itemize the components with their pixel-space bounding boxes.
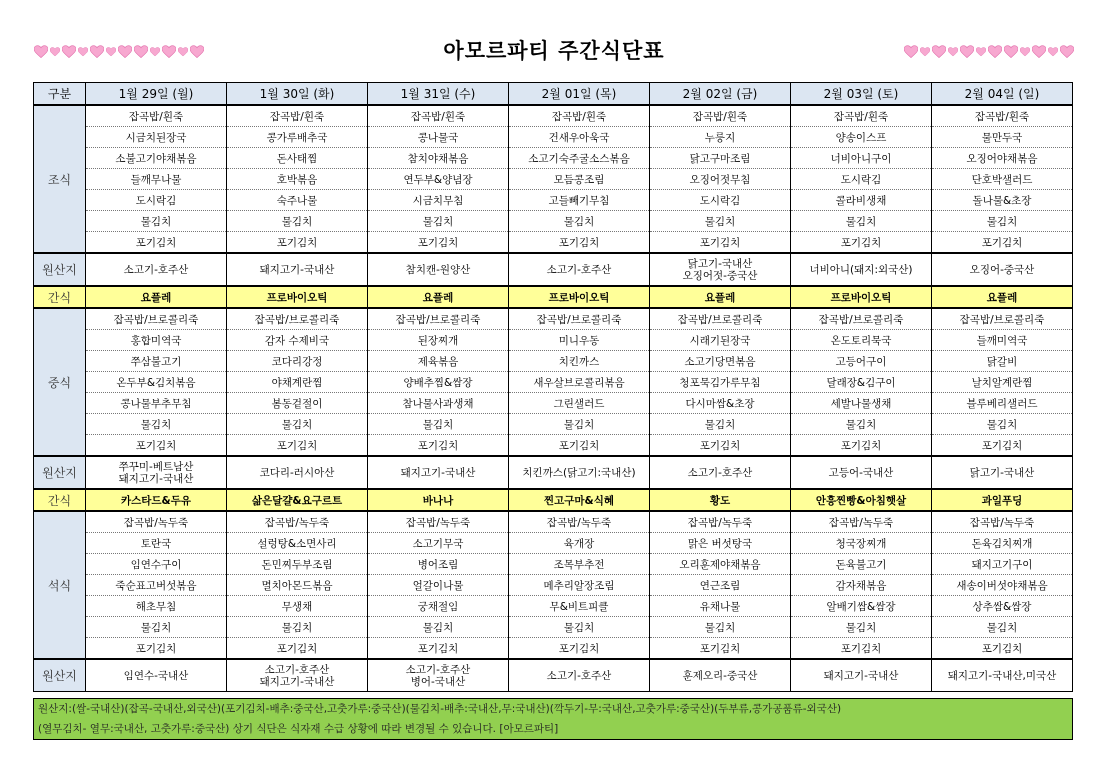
origin-text: 닭고기-국내산: [687, 257, 753, 270]
menu-item-cell: 돈민찌두부조림: [227, 554, 368, 575]
menu-item-cell: 육개장: [509, 533, 650, 554]
menu-item-cell: 잡곡밥/브로콜리죽: [368, 308, 509, 330]
origin-cell: [650, 456, 791, 489]
origin-text: 소고기-호주산: [687, 466, 753, 479]
menu-item-cell: 물김치: [509, 617, 650, 638]
menu-item-cell: 잡곡밥/브로콜리죽: [932, 308, 1073, 330]
origin-label: 원산지: [34, 253, 86, 286]
menu-item-cell: 돈육불고기: [791, 554, 932, 575]
menu-item-cell: 물김치: [509, 211, 650, 232]
origin-text: 병어-국내산: [410, 675, 466, 688]
origin-cell: [791, 659, 932, 692]
menu-item-cell: 연두부&양념장: [368, 169, 509, 190]
menu-item-row: [34, 511, 1073, 533]
menu-item-cell: 콩가루배추국: [227, 127, 368, 148]
menu-item-cell: 청포묵김가루무침: [650, 372, 791, 393]
menu-item-cell: 소불고기야채볶음: [86, 148, 227, 169]
menu-item-cell: 상추쌈&쌈장: [932, 596, 1073, 617]
snack-cell: 황도: [650, 489, 791, 511]
menu-item-cell: 포기김치: [368, 232, 509, 254]
menu-item-cell: 도시락김: [650, 190, 791, 211]
origin-text: 소고기-호주산: [546, 263, 612, 276]
menu-item-cell: 잡곡밥/녹두죽: [86, 511, 227, 533]
menu-item-cell: 잡곡밥/흰죽: [227, 105, 368, 127]
menu-item-cell: 물김치: [227, 414, 368, 435]
day-header: 1월 30일 (화): [227, 83, 368, 106]
menu-item-cell: 토란국: [86, 533, 227, 554]
origin-cell: [86, 253, 227, 286]
menu-item-cell: 된장찌개: [368, 330, 509, 351]
menu-item-cell: 모듬콩조림: [509, 169, 650, 190]
origin-cell: [932, 253, 1073, 286]
origin-text: 돼지고기-국내산: [118, 472, 194, 485]
menu-item-cell: 잡곡밥/흰죽: [650, 105, 791, 127]
menu-item-cell: 잡곡밥/브로콜리죽: [509, 308, 650, 330]
menu-item-cell: 물김치: [791, 414, 932, 435]
menu-item-cell: 감자채볶음: [791, 575, 932, 596]
day-header: 2월 04일 (일): [932, 83, 1073, 106]
menu-item-cell: 시금치무침: [368, 190, 509, 211]
menu-item-row: [34, 554, 1073, 575]
menu-item-row: [34, 393, 1073, 414]
menu-item-cell: 잡곡밥/녹두죽: [509, 511, 650, 533]
menu-item-cell: 물김치: [86, 414, 227, 435]
menu-item-cell: 병어조림: [368, 554, 509, 575]
menu-item-cell: 죽순표고버섯볶음: [86, 575, 227, 596]
menu-item-cell: 포기김치: [509, 435, 650, 457]
origin-row: [34, 253, 1073, 286]
snack-cell: 찐고구마&식혜: [509, 489, 650, 511]
meal-label: 조식: [34, 105, 86, 253]
menu-item-cell: 숙주나물: [227, 190, 368, 211]
menu-item-row: [34, 575, 1073, 596]
menu-item-cell: 물김치: [368, 414, 509, 435]
menu-item-cell: 콩나물부추무침: [86, 393, 227, 414]
menu-item-cell: 누룽지: [650, 127, 791, 148]
menu-item-cell: 포기김치: [227, 638, 368, 660]
menu-item-row: [34, 127, 1073, 148]
menu-item-cell: 그린샐러드: [509, 393, 650, 414]
menu-item-cell: 포기김치: [509, 638, 650, 660]
menu-item-cell: 고등어구이: [791, 351, 932, 372]
origin-cell: [86, 456, 227, 489]
menu-item-cell: 너비아니구이: [791, 148, 932, 169]
origin-cell: [368, 456, 509, 489]
day-header: 1월 29일 (월): [86, 83, 227, 106]
origin-text: 돼지고기-국내산: [259, 263, 335, 276]
menu-item-cell: 메추리알장조림: [509, 575, 650, 596]
menu-item-cell: 잡곡밥/브로콜리죽: [227, 308, 368, 330]
menu-item-cell: 청국장찌개: [791, 533, 932, 554]
menu-item-cell: 물김치: [650, 414, 791, 435]
menu-item-row: [34, 232, 1073, 254]
origin-text: 돼지고기-국내산,미국산: [947, 669, 1057, 682]
menu-item-cell: 호박볶음: [227, 169, 368, 190]
menu-item-cell: 포기김치: [791, 638, 932, 660]
heart-icon: [932, 45, 946, 59]
origin-cell: [932, 659, 1073, 692]
origin-text: 오징어-중국산: [969, 263, 1035, 276]
snack-cell: 바나나: [368, 489, 509, 511]
origin-text: 소고기-호주산: [546, 669, 612, 682]
menu-item-cell: 물만두국: [932, 127, 1073, 148]
menu-item-row: [34, 372, 1073, 393]
origin-text: 임연수-국내산: [123, 669, 189, 682]
heart-icon: [920, 47, 930, 57]
menu-item-row: [34, 351, 1073, 372]
menu-item-cell: 오징어야채볶음: [932, 148, 1073, 169]
origin-cell: [86, 659, 227, 692]
menu-item-cell: 세발나물생채: [791, 393, 932, 414]
menu-item-cell: 돌나물&초장: [932, 190, 1073, 211]
origin-row: [34, 659, 1073, 692]
menu-item-row: [34, 638, 1073, 660]
menu-item-cell: 물김치: [368, 211, 509, 232]
footer-line-1: 원산지:(쌀-국내산)(잡곡-국내산,외국산)(포기김치-배추:중국산,고춧가루:중국산)(물김치-배추:국내산,무:국내산)(깍두기-무:국내산,고춧가루:중국산)(두부류,콩가공품류-외국산): [38, 703, 842, 715]
menu-item-cell: 온두부&김치볶음: [86, 372, 227, 393]
menu-item-cell: 잡곡밥/흰죽: [791, 105, 932, 127]
menu-item-row: [34, 105, 1073, 127]
menu-item-cell: 치킨까스: [509, 351, 650, 372]
menu-item-cell: 유채나물: [650, 596, 791, 617]
menu-item-cell: 물김치: [791, 617, 932, 638]
origin-footer: [33, 698, 1073, 740]
menu-item-cell: 야채계란찜: [227, 372, 368, 393]
origin-cell: [650, 253, 791, 286]
menu-item-cell: 봄동겉절이: [227, 393, 368, 414]
day-header: 2월 01일 (목): [509, 83, 650, 106]
origin-text: 너비아니(돼지:외국산): [809, 263, 913, 276]
menu-item-cell: 얼갈이나물: [368, 575, 509, 596]
menu-item-cell: 단호박샐러드: [932, 169, 1073, 190]
menu-item-cell: 궁채절임: [368, 596, 509, 617]
snack-cell: 과일푸딩: [932, 489, 1073, 511]
menu-item-cell: 잡곡밥/브로콜리죽: [86, 308, 227, 330]
origin-cell: [509, 659, 650, 692]
menu-item-cell: 물김치: [932, 211, 1073, 232]
origin-text: 오징어젓-중국산: [682, 269, 758, 282]
origin-text: 고등어-국내산: [828, 466, 894, 479]
origin-text: 소고기-호주산: [123, 263, 189, 276]
menu-item-cell: 물김치: [227, 617, 368, 638]
title-row: [34, 34, 1074, 70]
origin-row: [34, 456, 1073, 489]
menu-item-cell: 오징어젓무침: [650, 169, 791, 190]
menu-item-cell: 물김치: [227, 211, 368, 232]
origin-cell: [368, 253, 509, 286]
menu-item-cell: 멸치아몬드볶음: [227, 575, 368, 596]
footer-line-2: (열무김치- 열무:국내산, 고춧가루:중국산) 상기 식단은 식자재 수급 상황에 따라 변경될 수 있습니다. [아모르파티]: [38, 723, 559, 735]
menu-item-cell: 달래장&김구이: [791, 372, 932, 393]
origin-text: 참치캔-원양산: [405, 263, 471, 276]
origin-cell: [227, 253, 368, 286]
day-header: 2월 02일 (금): [650, 83, 791, 106]
menu-item-row: [34, 169, 1073, 190]
origin-cell: [932, 456, 1073, 489]
menu-item-cell: 설렁탕&소면사리: [227, 533, 368, 554]
heart-icon: [1020, 47, 1030, 57]
snack-cell: 요플레: [650, 286, 791, 308]
menu-item-cell: 물김치: [932, 617, 1073, 638]
origin-text: 코다리-러시아산: [259, 466, 335, 479]
menu-item-cell: 포기김치: [368, 435, 509, 457]
menu-item-cell: 물김치: [791, 211, 932, 232]
snack-row: [34, 489, 1073, 511]
menu-item-cell: 포기김치: [509, 232, 650, 254]
origin-label: 원산지: [34, 456, 86, 489]
origin-cell: [650, 659, 791, 692]
menu-item-row: [34, 533, 1073, 554]
snack-cell: 프로바이오틱: [509, 286, 650, 308]
menu-item-cell: 포기김치: [227, 435, 368, 457]
menu-item-cell: 쭈삼불고기: [86, 351, 227, 372]
menu-item-cell: 조목부추전: [509, 554, 650, 575]
menu-item-cell: 알배기쌈&쌈장: [791, 596, 932, 617]
menu-item-row: [34, 596, 1073, 617]
menu-item-cell: 잡곡밥/흰죽: [368, 105, 509, 127]
heart-icon: [904, 45, 918, 59]
day-header: 1월 31일 (수): [368, 83, 509, 106]
heart-icon: [988, 45, 1002, 59]
heart-icon: [1032, 45, 1046, 59]
menu-item-cell: 온도토리묵국: [791, 330, 932, 351]
origin-text: 소고기-호주산: [264, 663, 330, 676]
menu-item-cell: 참치야채볶음: [368, 148, 509, 169]
menu-item-cell: 돈사태찜: [227, 148, 368, 169]
snack-cell: 삶은달걀&요구르트: [227, 489, 368, 511]
menu-item-cell: 포기김치: [932, 638, 1073, 660]
menu-item-cell: 블루베리샐러드: [932, 393, 1073, 414]
origin-text: 쭈꾸미-베트남산: [118, 460, 194, 473]
origin-cell: [368, 659, 509, 692]
menu-item-row: [34, 148, 1073, 169]
page-title: 아모르파티 주간식단표: [443, 39, 665, 63]
menu-item-cell: 닭갈비: [932, 351, 1073, 372]
menu-item-cell: 돈육김치찌개: [932, 533, 1073, 554]
menu-item-cell: 도시락김: [791, 169, 932, 190]
snack-row: [34, 286, 1073, 308]
origin-cell: [791, 253, 932, 286]
heart-icon: [948, 47, 958, 57]
origin-cell: [509, 456, 650, 489]
menu-item-cell: 맑은 버섯탕국: [650, 533, 791, 554]
menu-item-cell: 참나물사과생채: [368, 393, 509, 414]
weekly-menu-table: [33, 82, 1073, 692]
meal-label: 석식: [34, 511, 86, 659]
menu-item-cell: 물김치: [86, 211, 227, 232]
menu-body: [34, 105, 1073, 692]
header-corner: 구분: [34, 83, 86, 106]
snack-cell: 프로바이오틱: [227, 286, 368, 308]
menu-item-cell: 포기김치: [650, 638, 791, 660]
menu-item-cell: 도시락김: [86, 190, 227, 211]
heart-icon: [960, 45, 974, 59]
snack-cell: 안흥찐빵&아침햇살: [791, 489, 932, 511]
origin-text: 훈제오리-중국산: [682, 669, 758, 682]
snack-cell: 카스타드&두유: [86, 489, 227, 511]
origin-cell: [509, 253, 650, 286]
snack-cell: 요플레: [86, 286, 227, 308]
menu-item-cell: 연근조림: [650, 575, 791, 596]
menu-item-row: [34, 330, 1073, 351]
menu-item-cell: 돼지고기구이: [932, 554, 1073, 575]
menu-item-cell: 시래기된장국: [650, 330, 791, 351]
snack-cell: 요플레: [368, 286, 509, 308]
menu-item-cell: 임연수구이: [86, 554, 227, 575]
menu-item-cell: 양송이스프: [791, 127, 932, 148]
menu-item-cell: 해초무침: [86, 596, 227, 617]
origin-cell: [791, 456, 932, 489]
menu-item-cell: 잡곡밥/녹두죽: [932, 511, 1073, 533]
menu-item-cell: 닭고구마조림: [650, 148, 791, 169]
origin-text: 소고기-호주산: [405, 663, 471, 676]
day-header: 2월 03일 (토): [791, 83, 932, 106]
menu-item-cell: 다시마쌈&초장: [650, 393, 791, 414]
menu-item-cell: 무생채: [227, 596, 368, 617]
menu-item-cell: 물김치: [650, 617, 791, 638]
origin-text: 치킨까스(닭고기:국내산): [522, 466, 636, 479]
menu-item-cell: 잡곡밥/흰죽: [86, 105, 227, 127]
heart-icon: [1060, 45, 1074, 59]
menu-item-cell: 잡곡밥/브로콜리죽: [650, 308, 791, 330]
menu-item-row: [34, 308, 1073, 330]
menu-item-cell: 콜라비생채: [791, 190, 932, 211]
meal-label: 중식: [34, 308, 86, 456]
heart-icon: [1004, 45, 1018, 59]
menu-item-cell: 포기김치: [227, 232, 368, 254]
menu-item-cell: 무&비트피클: [509, 596, 650, 617]
menu-item-cell: 홍합미역국: [86, 330, 227, 351]
menu-item-row: [34, 414, 1073, 435]
menu-item-cell: 잡곡밥/브로콜리죽: [791, 308, 932, 330]
menu-item-cell: 들깨무나물: [86, 169, 227, 190]
menu-item-cell: 소고기당면볶음: [650, 351, 791, 372]
menu-item-cell: 새우살브로콜리볶음: [509, 372, 650, 393]
snack-label: 간식: [34, 489, 86, 511]
menu-item-cell: 시금치된장국: [86, 127, 227, 148]
menu-item-row: [34, 190, 1073, 211]
heart-icon: [976, 47, 986, 57]
origin-text: 돼지고기-국내산: [823, 669, 899, 682]
menu-item-cell: 잡곡밥/녹두죽: [227, 511, 368, 533]
menu-item-cell: 포기김치: [791, 232, 932, 254]
menu-item-cell: 감자 수제비국: [227, 330, 368, 351]
origin-label: 원산지: [34, 659, 86, 692]
menu-item-cell: 물김치: [932, 414, 1073, 435]
heart-icon: [1048, 47, 1058, 57]
menu-item-cell: 코다리강정: [227, 351, 368, 372]
menu-item-cell: 물김치: [368, 617, 509, 638]
origin-cell: [227, 659, 368, 692]
menu-item-cell: 고들빼기무침: [509, 190, 650, 211]
menu-item-cell: 소고기숙주굴소스볶음: [509, 148, 650, 169]
menu-item-cell: 잡곡밥/녹두죽: [650, 511, 791, 533]
menu-item-row: [34, 211, 1073, 232]
origin-text: 닭고기-국내산: [969, 466, 1035, 479]
menu-item-cell: 새송이버섯야채볶음: [932, 575, 1073, 596]
menu-item-cell: 포기김치: [86, 638, 227, 660]
menu-item-cell: 들깨미역국: [932, 330, 1073, 351]
menu-item-row: [34, 435, 1073, 457]
menu-item-row: [34, 617, 1073, 638]
menu-item-cell: 잡곡밥/흰죽: [932, 105, 1073, 127]
snack-cell: 프로바이오틱: [791, 286, 932, 308]
menu-item-cell: 날치알계란찜: [932, 372, 1073, 393]
menu-item-cell: 포기김치: [932, 435, 1073, 457]
hearts-decoration-right: [904, 40, 1074, 64]
menu-item-cell: 양배추찜&쌈장: [368, 372, 509, 393]
origin-text: 돼지고기-국내산: [400, 466, 476, 479]
menu-item-cell: 오리훈제야채볶음: [650, 554, 791, 575]
menu-item-cell: 포기김치: [86, 232, 227, 254]
menu-item-cell: 미니우동: [509, 330, 650, 351]
menu-item-cell: 건새우아욱국: [509, 127, 650, 148]
snack-label: 간식: [34, 286, 86, 308]
menu-item-cell: 물김치: [650, 211, 791, 232]
menu-item-cell: 소고기무국: [368, 533, 509, 554]
menu-item-cell: 콩나물국: [368, 127, 509, 148]
menu-item-cell: 포기김치: [368, 638, 509, 660]
origin-text: 돼지고기-국내산: [259, 675, 335, 688]
origin-cell: [227, 456, 368, 489]
menu-item-cell: 잡곡밥/녹두죽: [368, 511, 509, 533]
menu-item-cell: 포기김치: [650, 435, 791, 457]
menu-item-cell: 물김치: [509, 414, 650, 435]
menu-item-cell: 포기김치: [650, 232, 791, 254]
menu-item-cell: 잡곡밥/흰죽: [509, 105, 650, 127]
snack-cell: 요플레: [932, 286, 1073, 308]
menu-item-cell: 포기김치: [932, 232, 1073, 254]
menu-item-cell: 제육볶음: [368, 351, 509, 372]
menu-item-cell: 포기김치: [791, 435, 932, 457]
menu-item-cell: 잡곡밥/녹두죽: [791, 511, 932, 533]
header-row: [34, 83, 1073, 106]
menu-item-cell: 포기김치: [86, 435, 227, 457]
menu-item-cell: 물김치: [86, 617, 227, 638]
